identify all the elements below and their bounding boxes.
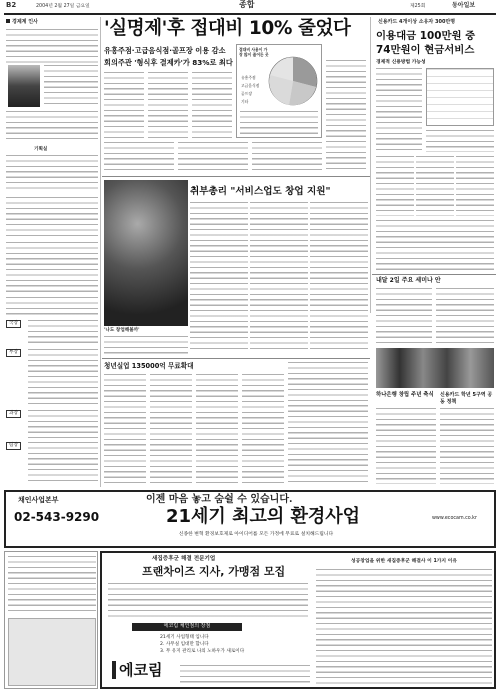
pie-chart-box [236, 44, 322, 138]
text-block [104, 142, 174, 172]
text-block [376, 408, 436, 484]
banner-slogan: 이젠 마음 놓고 숨쉴 수 있습니다. [146, 494, 293, 505]
pie-chart-title: 접대비 사용이 가장 많이 줄어든 곳 [239, 47, 269, 57]
text-block [28, 320, 98, 346]
crowd-photo [104, 180, 188, 326]
text-block [376, 220, 494, 270]
text-block [6, 155, 98, 193]
text-block [148, 72, 188, 138]
banner-tagline: 신종한 변혁 환경보호제로 아이디어를 모든 가정에 무료로 설치해드립니다 [178, 532, 334, 537]
section-rule [372, 274, 496, 275]
chart-footnote [240, 111, 318, 135]
recruit-brand: 에코림 [112, 661, 162, 679]
text-block [28, 442, 98, 482]
recruit-title-large: 프랜차이즈 지사, 가맹점 모집 [142, 565, 286, 578]
recruit-right-header: 성공창업을 위한 새집증후군 해결사 이 1가지 이유 [350, 559, 458, 564]
paper-name: 동아일보 [452, 2, 476, 9]
text-block [376, 68, 422, 152]
classified-block [4, 551, 98, 689]
text-block [104, 336, 188, 356]
top-story-subhead: 회의주관 '형식후 결제카'가 83%로 최다 [104, 58, 233, 67]
text-block [316, 569, 492, 685]
top-story-headline: '실명제'후 접대비 10% 줄었다 [104, 18, 351, 39]
text-block [250, 202, 308, 352]
small-table [426, 68, 494, 126]
right-subhead: 경제적 신용방법 가능성 [376, 60, 426, 65]
text-block [28, 410, 98, 438]
text-block [6, 297, 98, 317]
text-block [288, 362, 368, 484]
edition-number: 제25회 [410, 4, 426, 9]
section-rule [102, 176, 370, 177]
recruit-box-label: 에코림 체인점의 장점 [132, 623, 242, 631]
right-headline: 74만원이 현금서비스 [376, 44, 475, 56]
text-block [44, 65, 98, 107]
text-block [426, 130, 494, 152]
text-block [252, 142, 322, 172]
text-block [6, 242, 98, 292]
banner-ad [4, 490, 496, 548]
right-kicker: 신용카드 4개이상 소유자 300만명 [378, 19, 456, 25]
square-icon [6, 19, 10, 23]
text-block [440, 408, 494, 484]
banner-dept: 채인사업본부 [18, 496, 59, 504]
section-title: 경제계 인사 [6, 19, 96, 26]
text-block [326, 60, 366, 172]
text-block [104, 72, 144, 138]
text-block [108, 583, 308, 617]
recruit-ad [100, 551, 496, 689]
pie-slice-label: 골프장 [241, 91, 253, 96]
text-block [180, 665, 310, 685]
right-headline: 이용대금 100만원 중 [376, 30, 476, 42]
text-block [192, 72, 232, 138]
text-block [8, 556, 96, 614]
issue-date: 2004년 2월 27일 금요일 [36, 4, 90, 9]
text-block [178, 142, 248, 172]
recruit-line: 3. 무 유지 관리로 나의 노하우가 새로이다 [160, 649, 245, 654]
masthead-rule [4, 13, 496, 15]
small-story-headline: 청년실업 135000억 무료확대 [104, 362, 194, 370]
label-tag: 국장 [6, 320, 21, 328]
recruit-line: 21세기 사업형태 입니다 [160, 635, 209, 640]
text-block [6, 111, 98, 143]
group-photo [376, 348, 494, 388]
text-block [104, 374, 146, 484]
text-block [376, 288, 432, 344]
text-block [6, 29, 98, 63]
portrait-photo [8, 65, 40, 107]
top-story-subhead: 유흥주점·고급음식점·골프장 이용 감소 [104, 46, 226, 55]
banner-phone: 02-543-9290 [14, 510, 100, 524]
text-block [376, 156, 414, 216]
photo-caption: '나도 창업해볼까' [104, 328, 140, 333]
pie-slice-label: 유흥주점 [241, 75, 256, 80]
label-tag: 부장 [6, 349, 21, 357]
text-block [310, 202, 368, 352]
pie-slice-label: 기타 [241, 99, 249, 104]
dept-title: 기획실 [34, 147, 48, 152]
banner-url[interactable]: www.ecocam.co.kr [432, 516, 477, 521]
section-name: 종합 [239, 0, 255, 9]
text-block [456, 156, 494, 216]
column-rule [370, 17, 371, 313]
right-lower-headline: 내달 2일 주요 세미나 안 [376, 277, 441, 284]
recruit-line: 2. 사무실 임대만 합니다 [160, 642, 209, 647]
page-number: B2 [6, 1, 17, 9]
text-block [150, 374, 192, 484]
pie-slice-label: 고급음식점 [241, 83, 260, 88]
text-block [242, 374, 284, 484]
middle-story-headline: 취부총리 "서비스업도 창업 지원" [190, 186, 331, 197]
section-rule [102, 358, 370, 359]
label-tag: 과장 [6, 410, 21, 418]
text-block [196, 374, 238, 484]
text-block [6, 197, 98, 237]
pie-chart [267, 55, 319, 107]
right-lower-headline: 하나은행 창립 주년 축식 [376, 392, 434, 398]
text-block [416, 156, 454, 216]
right-lower-headline: 신용카드 학년 5구역 공동 정책 [440, 392, 493, 405]
banner-headline: 21세기 최고의 환경사업 [166, 506, 361, 527]
text-block [28, 349, 98, 407]
classified-box [8, 618, 96, 686]
label-tag: 팀장 [6, 442, 21, 450]
text-block [190, 202, 248, 352]
text-block [436, 288, 494, 344]
recruit-title-small: 새집증후군 해결 전문기업 [152, 556, 216, 562]
left-column [4, 17, 99, 487]
column-rule [100, 17, 101, 487]
